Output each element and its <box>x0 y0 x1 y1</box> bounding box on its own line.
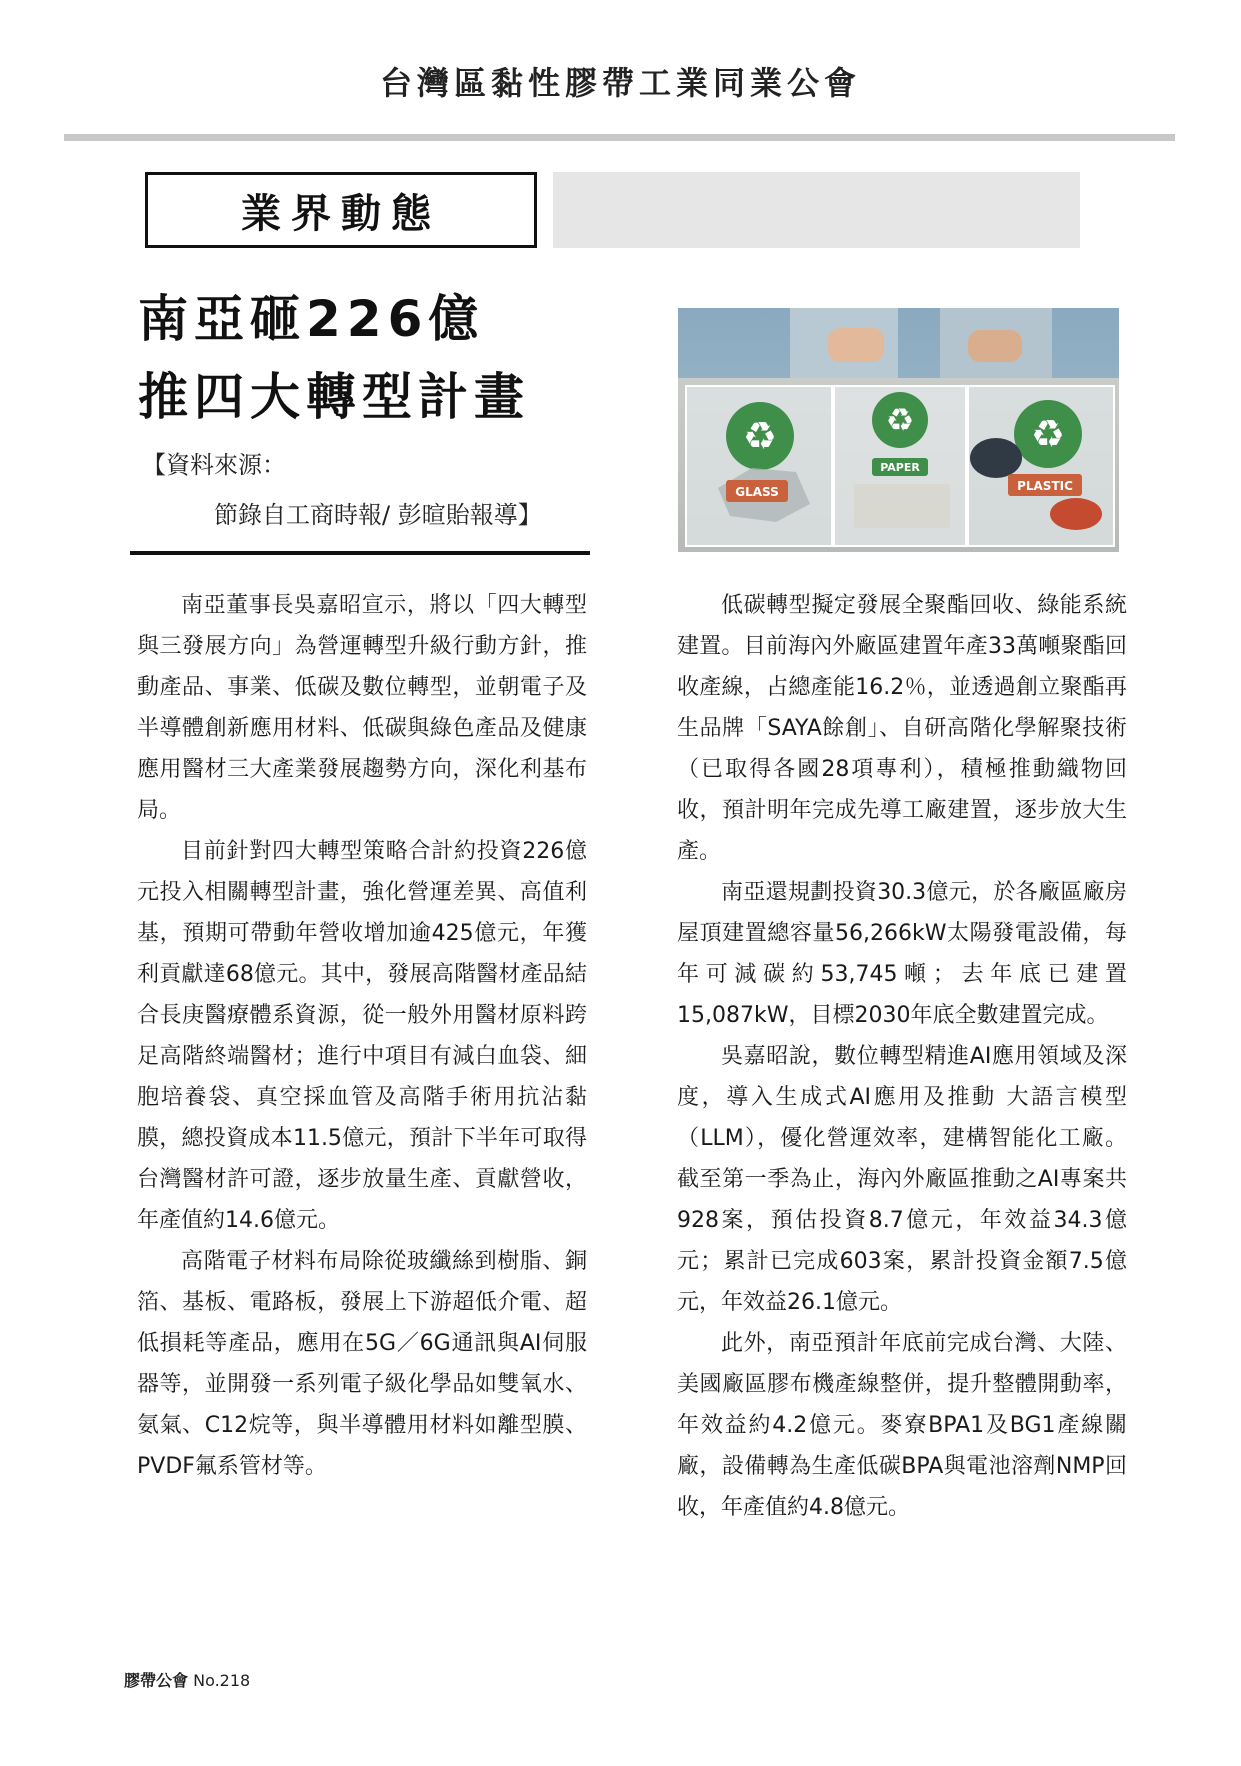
article-headline <box>138 280 608 436</box>
paper-label: PAPER <box>880 461 920 474</box>
source-divider <box>130 551 590 555</box>
organization-title: 台灣區黏性膠帶工業同業公會 <box>379 64 861 102</box>
page-footer <box>124 1668 250 1691</box>
plastic-label: PLASTIC <box>1017 479 1073 493</box>
section-bar <box>553 172 1080 248</box>
glass-bin <box>686 386 832 546</box>
article-column-left <box>137 585 587 1487</box>
paragraph: 南亞董事長吳嘉昭宣示，將以「四大轉型與三發展方向」為營運轉型升級行動方針，推動產品、事業、低碳及數位轉型，並朝電子及半導體創新應用材料、低碳與綠色產品及健康應用醫材三大產業發展趨勢方向，深化利基布局。 <box>137 593 587 823</box>
svg-text:♻: ♻ <box>885 401 915 439</box>
paragraph: 低碳轉型擬定發展全聚酯回收、綠能系統建置。目前海內外廠區建置年產33萬噸聚酯回收產線，占總產能16.2％，並透過創立聚酯再生品牌「SAYA餘創」、自研高階化學解聚技術（已取得各國28項專利），積極推動織物回收，預計明年完成先導工廠建置，逐步放大生產。 <box>677 593 1127 864</box>
plastic-bin <box>968 386 1114 546</box>
article-source <box>138 440 598 540</box>
article-column-right <box>677 585 1127 1528</box>
paragraph: 南亞還規劃投資30.3億元，於各廠區廠房屋頂建置總容量56,266kW太陽發電設備，每年可減碳約53,745噸；去年底已建置15,087kW，目標2030年底全數建置完成。 <box>677 880 1127 1028</box>
headline-line-2: 推四大轉型計畫 <box>138 368 530 426</box>
paragraph: 目前針對四大轉型策略合計約投資226億元投入相關轉型計畫，強化營運差異、高值利基，預期可帶動年營收增加逾425億元，年獲利貢獻達68億元。其中，發展高階醫材產品結合長庚醫療體系資源，從一般外用醫材原料跨足高階終端醫材；進行中項目有減白血袋、細胞培養袋、真空採血管及高階手術用抗沾黏膜，總投資成本11.5億元，預計下半年可取得台灣醫材許可證，逐步放量生產、貢獻營收，年產值約14.6億元。 <box>137 839 587 1233</box>
recycling-bins-photo <box>678 308 1119 552</box>
svg-text:♻: ♻ <box>1030 412 1066 456</box>
source-line-2: 節錄自工商時報/ 彭暄貽報導】 <box>214 501 542 529</box>
paragraph: 高階電子材料布局除從玻纖絲到樹脂、銅箔、基板、電路板，發展上下游超低介電、超低損耗等產品，應用在5G／6G通訊與AI伺服器等，並開發一系列電子級化學品如雙氧水、氨氣、C12烷等，與半導體用材料如離型膜、PVDF氟系管材等。 <box>137 1249 587 1479</box>
footer-publication: 膠帶公會 <box>124 1671 189 1690</box>
paragraph: 此外，南亞預計年底前完成台灣、大陸、美國廠區膠布機產線整併，提升整體開動率，年效益約4.2億元。麥寮BPA1及BG1產線關廠，設備轉為生產低碳BPA與電池溶劑NMP回收，年產值約4.8億元。 <box>677 1331 1127 1520</box>
section-label: 業界動態 <box>145 172 537 248</box>
paragraph: 吳嘉昭說，數位轉型精進AI應用領域及深度，導入生成式AI應用及推動 大語言模型（LLM），優化營運效率，建構智能化工廠。截至第一季為止，海內外廠區推動之AI專案共928案，預估投資8.7億元，年效益34.3億元；累計已完成603案，累計投資金額7.5億元，年效益26.1億元。 <box>677 1044 1127 1315</box>
paper-bin <box>834 386 966 546</box>
footer-issue: No.218 <box>193 1671 251 1690</box>
svg-text:♻: ♻ <box>742 414 778 458</box>
headline-line-1: 南亞砸226億 <box>138 290 485 348</box>
glass-label: GLASS <box>735 485 779 499</box>
source-line-1: 【資料來源： <box>142 451 286 479</box>
header-divider <box>64 134 1175 141</box>
